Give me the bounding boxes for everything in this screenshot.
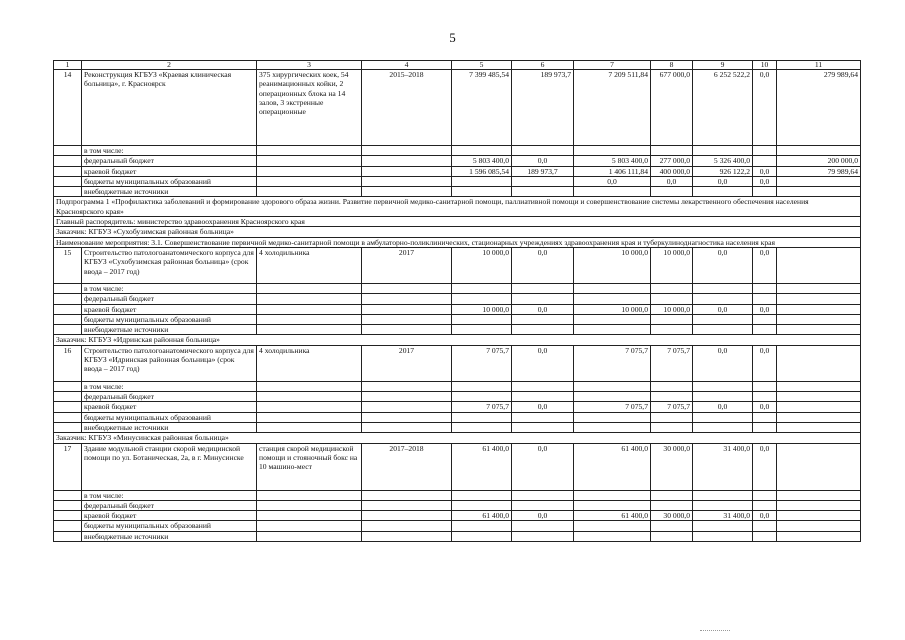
value-cell: 677 000,0	[651, 70, 693, 146]
sub-label: федеральный бюджет	[82, 156, 257, 166]
table-row	[54, 402, 861, 412]
value-cell: 31 400,0	[693, 511, 753, 521]
value-cell: 0,0	[753, 70, 777, 146]
table-row	[54, 247, 861, 283]
header-cell: 10	[753, 61, 777, 70]
object-period: 2015–2018	[362, 70, 452, 146]
sub-label: федеральный бюджет	[82, 392, 257, 402]
value-cell: 0,0	[753, 166, 777, 176]
header-cell: 3	[257, 61, 362, 70]
value-cell: 79 989,64	[777, 166, 861, 176]
value-cell: 0,0	[753, 402, 777, 412]
value-cell: 0,0	[512, 345, 574, 381]
table-row	[54, 412, 861, 422]
value-cell: 277 000,0	[651, 156, 693, 166]
table-row	[54, 70, 861, 146]
subprogram-title: Подпрограмма 1 «Профилактика заболеваний и формирование здорового образа жизни. Развитие первичной медико-санитарной помощи, паллиативной помощи и совершенствование системы лекарственного обеспечения населения Красноярского края»	[54, 197, 861, 217]
object-name: Строительство патологоанатомического корпуса для КГБУЗ «Идринская районная больница» (срок ввода – 2017 год)	[82, 345, 257, 381]
sub-label: внебюджетные источники	[82, 187, 257, 197]
value-cell: 61 400,0	[452, 511, 512, 521]
table-row	[54, 422, 861, 432]
header-cell: 8	[651, 61, 693, 70]
table-row	[54, 294, 861, 304]
sub-label: внебюджетные источники	[82, 531, 257, 541]
table-row	[54, 531, 861, 541]
value-cell: 31 400,0	[693, 443, 753, 490]
section-row	[54, 335, 861, 345]
header-cell: 4	[362, 61, 452, 70]
value-cell: 10 000,0	[452, 247, 512, 283]
sub-label: бюджеты муниципальных образований	[82, 314, 257, 324]
page-number: 5	[449, 30, 456, 45]
table-row	[54, 521, 861, 531]
value-cell: 0,0	[693, 345, 753, 381]
value-cell: 7 075,7	[452, 345, 512, 381]
row-number: 16	[54, 345, 82, 381]
sub-label: внебюджетные источники	[82, 325, 257, 335]
value-cell: 0,0	[753, 247, 777, 283]
object-capacity: 375 хирургических коек, 54 реанимационных койки, 2 операционных блока на 14 залов, 3 экстренные операционные	[257, 70, 362, 146]
customer: Заказчик: КГБУЗ «Сухобузимская районная больница»	[54, 227, 861, 237]
row-number: 17	[54, 443, 82, 490]
table-row	[54, 283, 861, 293]
row-number: 14	[54, 70, 82, 146]
header-cell: 5	[452, 61, 512, 70]
table-row	[54, 392, 861, 402]
value-cell: 926 122,2	[693, 166, 753, 176]
sub-label: краевой бюджет	[82, 166, 257, 176]
table-row	[54, 166, 861, 176]
sub-label: федеральный бюджет	[82, 294, 257, 304]
sub-label: в том числе:	[82, 381, 257, 391]
object-period: 2017–2018	[362, 443, 452, 490]
value-cell: 0,0	[512, 247, 574, 283]
customer: Заказчик: КГБУЗ «Минусинская районная больница»	[54, 433, 861, 443]
section-row	[54, 433, 861, 443]
object-period: 2017	[362, 247, 452, 283]
value-cell: 0,0	[512, 443, 574, 490]
value-cell: 10 000,0	[651, 304, 693, 314]
section-row	[54, 237, 861, 247]
value-cell: 30 000,0	[651, 511, 693, 521]
customer: Заказчик: КГБУЗ «Идринская районная больница»	[54, 335, 861, 345]
object-capacity: 4 холодильника	[257, 345, 362, 381]
value-cell: 61 400,0	[574, 511, 651, 521]
header-cell: 9	[693, 61, 753, 70]
header-cell: 2	[82, 61, 257, 70]
table-row	[54, 490, 861, 500]
table-row	[54, 314, 861, 324]
sub-label: краевой бюджет	[82, 511, 257, 521]
row-number: 15	[54, 247, 82, 283]
value-cell: 6 252 522,2	[693, 70, 753, 146]
value-cell: 7 075,7	[574, 402, 651, 412]
object-name: Строительство патологоанатомического корпуса для КГБУЗ «Сухобузимская районная больница» (срок ввода – 2017 год)	[82, 247, 257, 283]
value-cell: 0,0	[574, 176, 651, 186]
value-cell: 10 000,0	[452, 304, 512, 314]
table-row	[54, 325, 861, 335]
value-cell: 7 399 485,54	[452, 70, 512, 146]
object-capacity: станция скорой медицинской помощи и стояночный бокс на 10 машино-мест	[257, 443, 362, 490]
value-cell: 0,0	[693, 247, 753, 283]
value-cell: 0,0	[512, 156, 574, 166]
table-row	[54, 443, 861, 490]
section-row	[54, 197, 861, 217]
chief-manager: Главный распорядитель: министерство здравоохранения Красноярского края	[54, 217, 861, 227]
sub-label: в том числе:	[82, 283, 257, 293]
value-cell: 0,0	[512, 304, 574, 314]
table-row	[54, 187, 861, 197]
value-cell: 1 406 111,84	[574, 166, 651, 176]
header-cell: 7	[574, 61, 651, 70]
header-cell: 11	[777, 61, 861, 70]
object-name: Реконструкция КГБУЗ «Краевая клиническая больница», г. Красноярск	[82, 70, 257, 146]
value-cell: 7 209 511,84	[574, 70, 651, 146]
value-cell: 189 973,7	[512, 70, 574, 146]
value-cell: 0,0	[651, 176, 693, 186]
value-cell	[753, 156, 777, 166]
scan-artifact	[700, 630, 730, 631]
table-row	[54, 156, 861, 166]
table-row	[54, 500, 861, 510]
value-cell: 0,0	[753, 304, 777, 314]
section-row	[54, 227, 861, 237]
object-capacity: 4 холодильника	[257, 247, 362, 283]
value-cell: 0,0	[512, 402, 574, 412]
object-name: Здание модульной станции скорой медицинской помощи по ул. Ботаническая, 2а, в г. Минусинске	[82, 443, 257, 490]
value-cell: 0,0	[693, 402, 753, 412]
header-cell: 1	[54, 61, 82, 70]
table-row	[54, 146, 861, 156]
value-cell: 189 973,7	[512, 166, 574, 176]
value-cell: 279 989,64	[777, 70, 861, 146]
sub-label: бюджеты муниципальных образований	[82, 521, 257, 531]
value-cell: 200 000,0	[777, 156, 861, 166]
value-cell: 0,0	[753, 176, 777, 186]
object-period: 2017	[362, 345, 452, 381]
value-cell: 30 000,0	[651, 443, 693, 490]
table-row	[54, 381, 861, 391]
value-cell: 0,0	[693, 176, 753, 186]
value-cell: 7 075,7	[651, 402, 693, 412]
value-cell: 7 075,7	[651, 345, 693, 381]
column-number-row	[54, 61, 861, 70]
value-cell: 0,0	[512, 511, 574, 521]
value-cell: 1 596 085,54	[452, 166, 512, 176]
value-cell: 0,0	[753, 511, 777, 521]
sub-label: внебюджетные источники	[82, 422, 257, 432]
value-cell: 5 803 400,0	[574, 156, 651, 166]
value-cell: 61 400,0	[574, 443, 651, 490]
value-cell: 10 000,0	[651, 247, 693, 283]
sub-label: бюджеты муниципальных образований	[82, 412, 257, 422]
sub-label: бюджеты муниципальных образований	[82, 176, 257, 186]
budget-table	[53, 60, 861, 542]
measure-title: Наименование мероприятия: 3.1. Совершенствование первичной медико-санитарной помощи в амбулаторно-поликлинических, стационарных учреждениях здравоохранения края и туберкулиноднагностика населения края	[54, 237, 861, 247]
header-cell: 6	[512, 61, 574, 70]
value-cell: 7 075,7	[574, 345, 651, 381]
value-cell: 5 803 400,0	[452, 156, 512, 166]
sub-label: в том числе:	[82, 490, 257, 500]
table-row	[54, 176, 861, 186]
table-row	[54, 511, 861, 521]
value-cell: 0,0	[753, 443, 777, 490]
sub-label: краевой бюджет	[82, 402, 257, 412]
value-cell: 400 000,0	[651, 166, 693, 176]
value-cell: 0,0	[693, 304, 753, 314]
value-cell: 10 000,0	[574, 304, 651, 314]
table-row	[54, 345, 861, 381]
sub-label: краевой бюджет	[82, 304, 257, 314]
value-cell: 7 075,7	[452, 402, 512, 412]
value-cell: 5 326 400,0	[693, 156, 753, 166]
value-cell: 10 000,0	[574, 247, 651, 283]
table-row	[54, 304, 861, 314]
sub-label: федеральный бюджет	[82, 500, 257, 510]
value-cell: 61 400,0	[452, 443, 512, 490]
value-cell: 0,0	[753, 345, 777, 381]
section-row	[54, 217, 861, 227]
sub-label: в том числе:	[82, 146, 257, 156]
